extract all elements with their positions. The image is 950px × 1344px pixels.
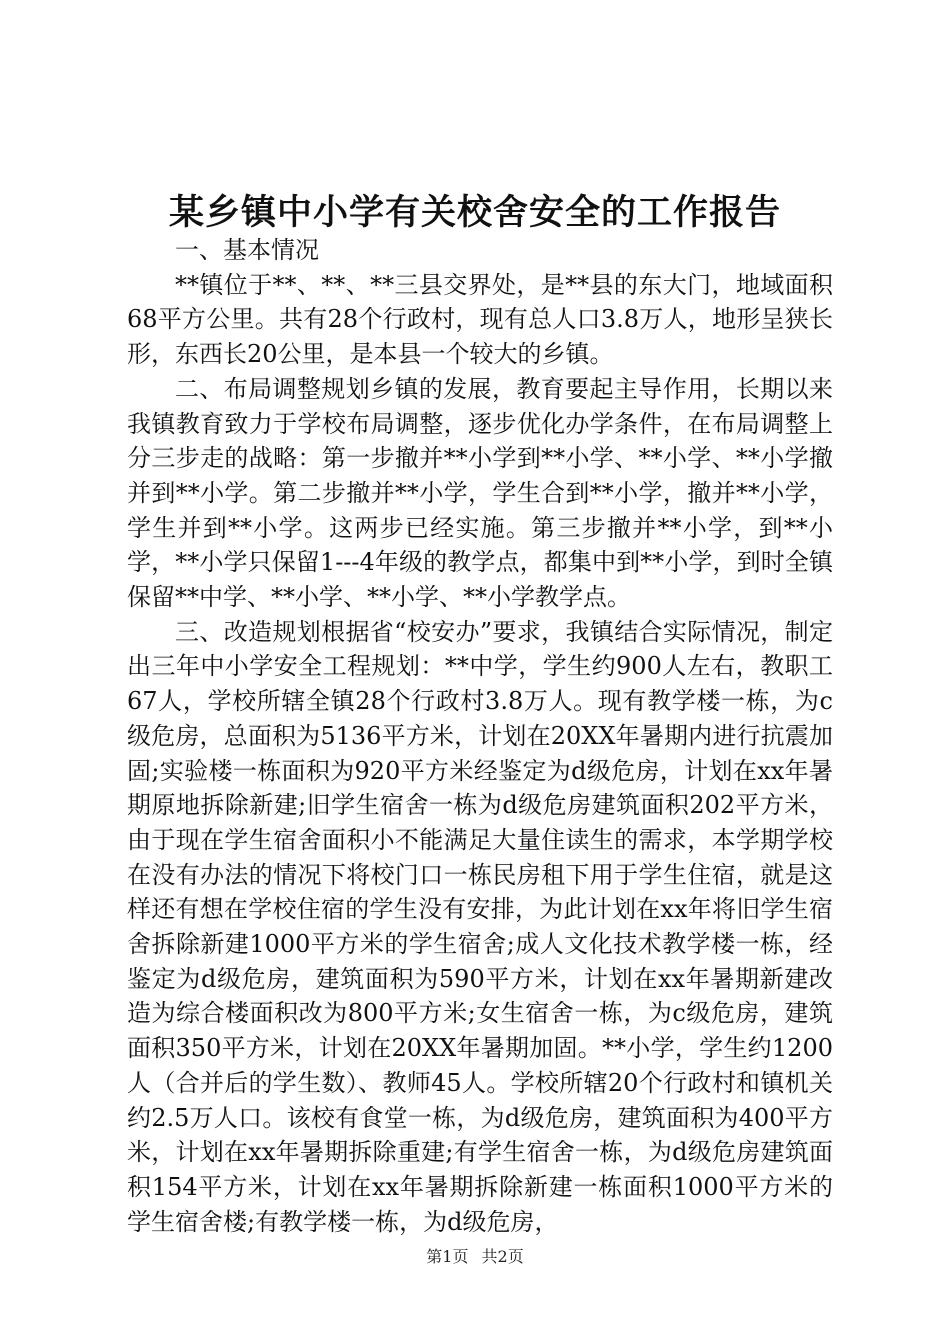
paragraph-layout-adjustment: 二、布局调整规划乡镇的发展，教育要起主导作用，长期以来我镇教育致力于学校布局调整，逐步优化办学条件，在布局调整上分三步走的战略：第一步撤并**小学到**小学、**小学、**小学撤并到**小学。第二步撤并**小学，学生合到**小学，撤并**小学，学生并到**小学。这两步已经实施。第三步撤并**小学，到**小学，**小学只保留1---4年级的教学点，都集中到**小学，到时全镇保留**中学、**小学、**小学、**小学教学点。 — [127, 374, 833, 612]
page-total: 共2页 — [481, 1247, 524, 1266]
paragraph-basic-info: **镇位于**、**、**三县交界处，是**县的东大门，地域面积68平方公里。共有28个行政村，现有总人口3.8万人，地形呈狭长形，东西长20公里，是本县一个较大的乡镇。 — [127, 270, 833, 369]
document-title: 某乡镇中小学有关校舍安全的工作报告 — [168, 192, 781, 233]
page-footer — [0, 1244, 950, 1267]
document-body — [127, 233, 833, 1239]
paragraph-renovation-plan: 三、改造规划根据省“校安办”要求，我镇结合实际情况，制定出三年中小学安全工程规划：**中学，学生约900人左右，教职工67人，学校所辖全镇28个行政村3.8万人。现有教学楼一栋，为c级危房，总面积为5136平方米，计划在20XX年暑期内进行抗震加固;实验楼一栋面积为920平方米经鉴定为d级危房，计划在xx年暑期原地拆除新建;旧学生宿舍一栋为d级危房建筑面积202平方米，由于现在学生宿舍面积小不能满足大量住读生的需求，本学期学校在没有办法的情况下将校门口一栋民房租下用于学生住宿，就是这样还有想在学校住宿的学生没有安排，为此计划在xx年将旧学生宿舍拆除新建1000平方米的学生宿舍;成人文化技术教学楼一栋，经鉴定为d级危房，建筑面积为590平方米，计划在xx年暑期新建改造为综合楼面积改为800平方米;女生宿舍一栋，为c级危房，建筑面积350平方米，计划在20XX年暑期加固。**小学，学生约1200人（合并后的学生数）、教师45人。学校所辖20个行政村和镇机关约2.5万人口。该校有食堂一栋，为d级危房，建筑面积为400平方米，计划在xx年暑期拆除重建;有学生宿舍一栋，为d级危房建筑面积154平方米，计划在xx年暑期拆除新建一栋面积1000平方米的学生宿舍楼;有教学楼一栋，为d级危房， — [127, 617, 833, 1236]
section-heading-basic: 一、基本情况 — [175, 236, 319, 264]
page-number: 第1页 — [426, 1247, 469, 1266]
